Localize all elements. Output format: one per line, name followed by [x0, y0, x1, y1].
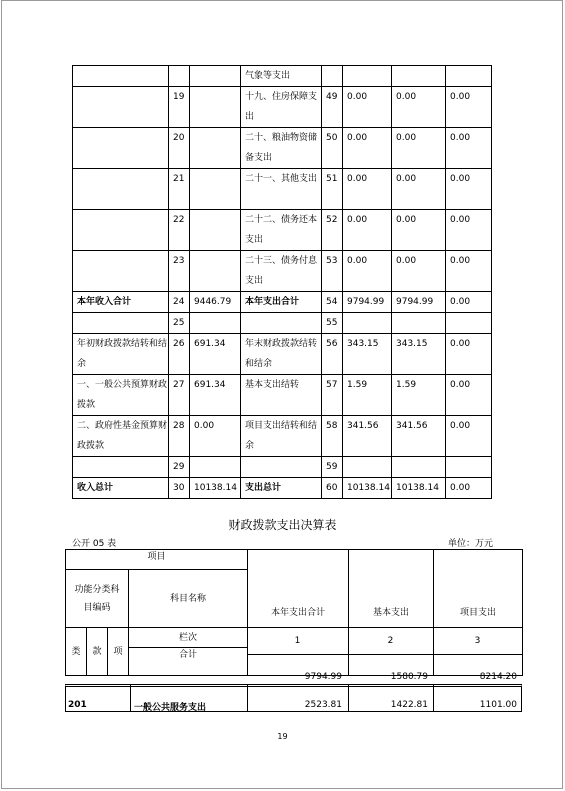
cell-c4: 基本支出结转 [241, 375, 322, 416]
cell-c3: 10138.14 [190, 478, 241, 499]
cell-c2: 22 [169, 210, 190, 251]
cell-c4: 二十二、债务还本支出 [241, 210, 322, 251]
table-row [73, 375, 492, 416]
cell-c4: 二十三、债务付息支出 [241, 251, 322, 292]
cell-c7: 343.15 [392, 334, 446, 375]
cell-c1: 一、一般公共预算财政拨款 [73, 375, 169, 416]
cell-c8: 0.00 [446, 210, 492, 251]
unit-label: 单位：万元 [447, 539, 493, 549]
cell-c5: 59 [322, 457, 343, 478]
cell-c1 [73, 169, 169, 210]
table-row [73, 292, 492, 313]
cell-c6: 0.00 [343, 251, 392, 292]
cell-c3 [190, 66, 241, 87]
cell-c8: 0.00 [446, 169, 492, 210]
header-lanci: 栏次 [129, 628, 248, 648]
cell-c6: 1.59 [343, 375, 392, 416]
cell-c2: 27 [169, 375, 190, 416]
cell-c8: 0.00 [446, 375, 492, 416]
expenditure-table [65, 549, 523, 676]
cell-c3: 691.34 [190, 375, 241, 416]
row-201-basic: 1422.81 [390, 700, 428, 710]
cell-c5: 50 [322, 128, 343, 169]
header-basic: 基本支出 [349, 550, 434, 676]
cell-c2: 19 [169, 87, 190, 128]
col-num-1: 1 [294, 636, 301, 646]
cell-c2 [169, 66, 190, 87]
cell-c6: 343.15 [343, 334, 392, 375]
cell-c8: 0.00 [446, 128, 492, 169]
header-kuan: 款 [87, 628, 108, 676]
cell-c8: 0.00 [446, 87, 492, 128]
cell-c4 [241, 313, 322, 334]
cell-c7: 0.00 [392, 169, 446, 210]
row-201-total: 2523.81 [304, 700, 342, 710]
cell-c6: 10138.14 [343, 478, 392, 499]
table-title: 财政拨款支出决算表 [228, 518, 337, 532]
table-row [73, 169, 492, 210]
cell-c8 [446, 66, 492, 87]
cell-c5: 57 [322, 375, 343, 416]
cell-c7 [392, 66, 446, 87]
cell-c7: 0.00 [392, 128, 446, 169]
col-num-3: 3 [474, 636, 481, 646]
cell-c1: 收入总计 [73, 478, 169, 499]
header-item: 项目 [66, 550, 248, 570]
cell-c5: 49 [322, 87, 343, 128]
cell-c4: 二十、粮油物资储备支出 [241, 128, 322, 169]
cell-c3 [190, 169, 241, 210]
cell-c6: 0.00 [343, 210, 392, 251]
cell-c5: 56 [322, 334, 343, 375]
col-num-divider-1 [247, 627, 348, 628]
cell-c2: 28 [169, 416, 190, 457]
header-lei: 类 [66, 628, 87, 676]
cell-c7: 10138.14 [392, 478, 446, 499]
cell-c5: 55 [322, 313, 343, 334]
cell-c7: 1.59 [392, 375, 446, 416]
cell-c7: 0.00 [392, 87, 446, 128]
cell-c2: 20 [169, 128, 190, 169]
cell-c6: 9794.99 [343, 292, 392, 313]
header-xiang: 项 [108, 628, 129, 676]
cell-c4 [241, 457, 322, 478]
table-row [73, 457, 492, 478]
col-num-2: 2 [387, 636, 394, 646]
cell-c2: 24 [169, 292, 190, 313]
row-201-divider-a [130, 684, 131, 712]
cell-c1: 二、政府性基金预算财政拨款 [73, 416, 169, 457]
cell-c2: 21 [169, 169, 190, 210]
sum-project: 8214.20 [479, 672, 517, 682]
cell-c4: 十九、住房保障支出 [241, 87, 322, 128]
cell-c4: 年末财政拨款结转和结余 [241, 334, 322, 375]
cell-c3 [190, 457, 241, 478]
header-project: 项目支出 [434, 550, 523, 676]
cell-c1 [73, 66, 169, 87]
cell-c3: 691.34 [190, 334, 241, 375]
cell-c3: 9446.79 [190, 292, 241, 313]
cell-c8 [446, 313, 492, 334]
row-201-name: 一般公共服务支出 [134, 703, 207, 713]
cell-c7 [392, 313, 446, 334]
cell-c3 [190, 128, 241, 169]
cell-c2: 23 [169, 251, 190, 292]
table-row [73, 128, 492, 169]
cell-c1: 年初财政拨款结转和结余 [73, 334, 169, 375]
table-row [73, 334, 492, 375]
header-name: 科目名称 [129, 570, 248, 628]
table-row [73, 416, 492, 457]
cell-c5: 54 [322, 292, 343, 313]
cell-c8: 0.00 [446, 251, 492, 292]
cell-c7: 341.56 [392, 416, 446, 457]
cell-c8: 0.00 [446, 416, 492, 457]
sum-total: 9794.99 [304, 672, 342, 682]
cell-c4: 气象等支出 [241, 66, 322, 87]
table-code: 公开 05 表 [72, 539, 117, 549]
cell-c7 [392, 457, 446, 478]
sum-label: 合计 [129, 648, 248, 676]
row-201-project: 1101.00 [479, 700, 517, 710]
cell-c3 [190, 313, 241, 334]
cell-c7: 9794.99 [392, 292, 446, 313]
cell-c1 [73, 313, 169, 334]
cell-c6: 341.56 [343, 416, 392, 457]
cell-c5: 58 [322, 416, 343, 457]
col-num-divider-3 [433, 627, 522, 628]
table-row [73, 87, 492, 128]
cell-c6 [343, 66, 392, 87]
cell-c2: 25 [169, 313, 190, 334]
cell-c2: 26 [169, 334, 190, 375]
cell-c3 [190, 87, 241, 128]
table-row [73, 251, 492, 292]
cell-c7: 0.00 [392, 251, 446, 292]
cell-c1 [73, 457, 169, 478]
table-row [73, 313, 492, 334]
cell-c6: 0.00 [343, 87, 392, 128]
cell-c8: 0.00 [446, 478, 492, 499]
cell-c6 [343, 457, 392, 478]
page-number: 19 [277, 732, 288, 741]
cell-c2: 29 [169, 457, 190, 478]
cell-c4: 二十一、其他支出 [241, 169, 322, 210]
cell-c5: 51 [322, 169, 343, 210]
cell-c2: 30 [169, 478, 190, 499]
cell-c5 [322, 66, 343, 87]
row-201-code: 201 [68, 700, 87, 710]
table-row [73, 66, 492, 87]
cell-c1 [73, 128, 169, 169]
cell-c3: 0.00 [190, 416, 241, 457]
cell-c1 [73, 87, 169, 128]
cell-c3 [190, 210, 241, 251]
sum-basic: 1580.79 [390, 672, 428, 682]
cell-c7: 0.00 [392, 210, 446, 251]
cell-c4: 项目支出结转和结余 [241, 416, 322, 457]
cell-c5: 52 [322, 210, 343, 251]
cell-c6 [343, 313, 392, 334]
table-row [73, 210, 492, 251]
table-row [73, 478, 492, 499]
cell-c5: 60 [322, 478, 343, 499]
cell-c1 [73, 210, 169, 251]
cell-c6: 0.00 [343, 128, 392, 169]
sum-divider [247, 654, 522, 655]
header-code: 功能分类科目编码 [66, 570, 129, 628]
cell-c1 [73, 251, 169, 292]
cell-c8: 0.00 [446, 334, 492, 375]
col-num-divider-2 [348, 627, 433, 628]
cell-c6: 0.00 [343, 169, 392, 210]
header-total: 本年支出合计 [248, 550, 349, 676]
cell-c1: 本年收入合计 [73, 292, 169, 313]
income-expense-table [72, 65, 492, 499]
cell-c4: 本年支出合计 [241, 292, 322, 313]
cell-c3 [190, 251, 241, 292]
cell-c8 [446, 457, 492, 478]
cell-c5: 53 [322, 251, 343, 292]
cell-c4: 支出总计 [241, 478, 322, 499]
cell-c8: 0.00 [446, 292, 492, 313]
